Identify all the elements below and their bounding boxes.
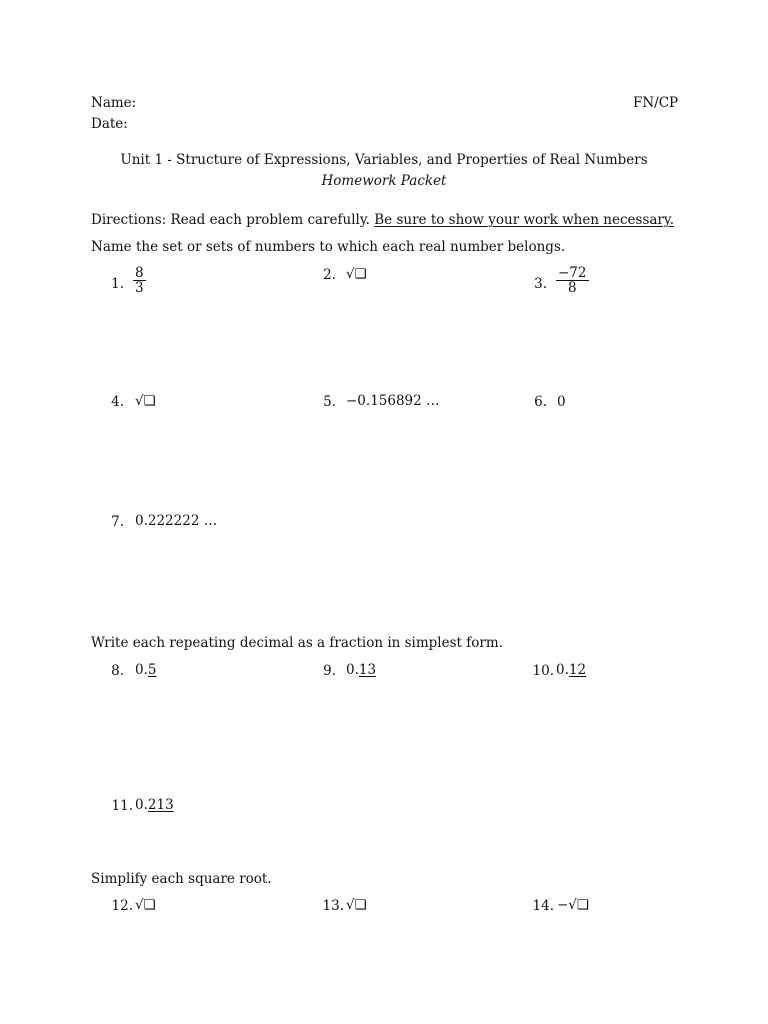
section2-instruction: Write each repeating decimal as a fraction in simplest form. [91, 635, 503, 651]
repeating-digits: 12 [568, 662, 587, 678]
section3-instruction: Simplify each square root. [91, 871, 272, 887]
problem-10-expression [556, 662, 586, 678]
problem-number-8: 8. [111, 663, 124, 679]
directions [91, 212, 674, 228]
problem-2-expression: √❏ [346, 266, 367, 282]
problem-5-expression: −0.156892 … [346, 393, 440, 409]
denominator: 8 [567, 280, 577, 297]
problem-1-fraction [133, 266, 146, 295]
decimal-prefix: 0. [556, 662, 569, 678]
problem-13-expression: √❏ [346, 897, 367, 913]
problem-number-13: 13. [322, 898, 344, 914]
page-subtitle: Homework Packet [321, 173, 447, 189]
problem-3-fraction [556, 266, 589, 295]
course-code: FN/CP [633, 95, 679, 111]
problem-number-12: 12. [111, 898, 133, 914]
numerator: −72 [558, 265, 587, 281]
repeating-digits: 13 [358, 662, 377, 678]
directions-emphasis: Be sure to show your work when necessary. [374, 212, 675, 228]
problem-9-expression [346, 662, 376, 678]
problem-number-4: 4. [111, 394, 124, 410]
page-title: Unit 1 - Structure of Expressions, Variables, and Properties of Real Numbers [120, 152, 648, 168]
problem-number-11: 11. [111, 798, 133, 814]
problem-8-expression [135, 662, 156, 678]
problem-number-1: 1. [111, 276, 124, 292]
directions-lead: Directions: Read each problem carefully. [91, 212, 375, 228]
problem-number-2: 2. [323, 267, 336, 283]
problem-number-7: 7. [111, 514, 124, 530]
problem-7-expression: 0.222222 … [135, 513, 218, 529]
problem-number-14: 14. [532, 898, 554, 914]
problem-number-5: 5. [323, 394, 336, 410]
decimal-prefix: 0. [135, 662, 148, 678]
problem-number-10: 10. [532, 663, 554, 679]
problem-4-expression: √❏ [135, 393, 156, 409]
date-label: Date: [91, 116, 128, 132]
problem-number-3: 3. [534, 276, 547, 292]
problem-number-6: 6. [534, 394, 547, 410]
problem-number-9: 9. [323, 663, 336, 679]
decimal-prefix: 0. [135, 797, 148, 813]
denominator: 3 [135, 280, 144, 297]
section1-instruction: Name the set or sets of numbers to which each real number belongs. [91, 239, 566, 255]
repeating-digits: 5 [147, 662, 157, 678]
numerator: 8 [135, 265, 144, 281]
problem-14-expression: −√❏ [557, 897, 590, 913]
problem-12-expression: √❏ [135, 897, 156, 913]
decimal-prefix: 0. [346, 662, 359, 678]
problem-6-expression: 0 [557, 394, 566, 410]
problem-11-expression [135, 797, 174, 813]
name-label: Name: [91, 95, 137, 111]
repeating-digits: 213 [147, 797, 174, 813]
